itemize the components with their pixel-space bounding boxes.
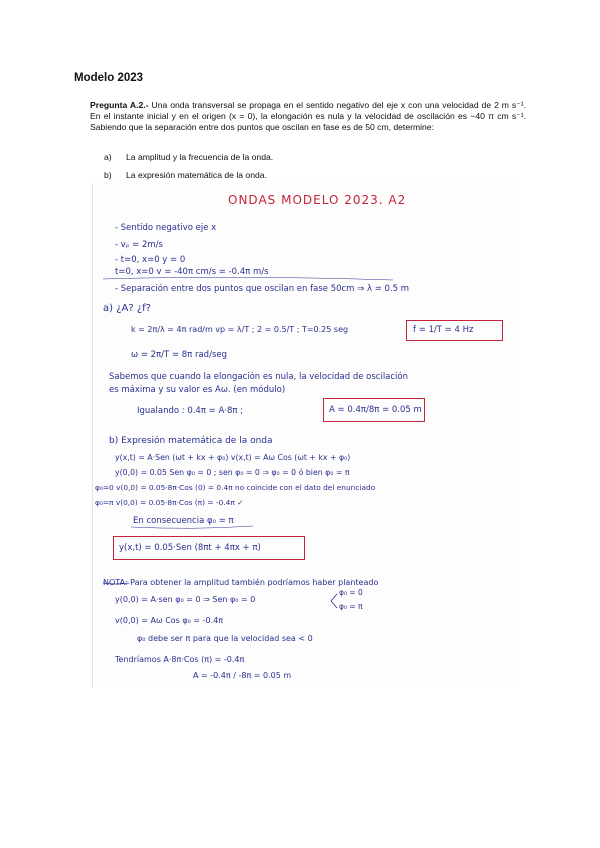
hw-line: y(x,t) = 0.05·Sen (8πt + 4πx + π) [119, 543, 261, 553]
hw-line: NOTA: Para obtener la amplitud también podríamos haber planteado [103, 578, 379, 587]
underline-mark [103, 583, 129, 584]
problem-label: Pregunta A.2.- [90, 100, 149, 110]
hw-line: φ₀ debe ser π para que la velocidad sea < 0 [137, 634, 313, 643]
hw-line: En consecuencia φ₀ = π [133, 516, 234, 526]
hw-line: f = 1/T = 4 Hz [413, 325, 474, 335]
hw-line: φ₀ = 0 [339, 588, 363, 597]
hw-line: y(x,t) = A·Sen (ωt + kx + φ₀) v(x,t) = Aω Cos (ωt + kx + φ₀) [115, 453, 351, 462]
hw-line: t=0, x=0 v = -40π cm/s = -0.4π m/s [115, 267, 269, 277]
brace-mark [331, 594, 337, 608]
hw-line: a) ¿A? ¿f? [103, 303, 151, 314]
page-title: Modelo 2023 [74, 72, 144, 84]
handwritten-solution-image [92, 183, 518, 688]
hw-line: φ₀ = π [339, 602, 363, 611]
hw-line: - Sentido negativo eje x [115, 223, 217, 233]
hw-line: φ₀=π v(0,0) = 0.05·8π·Cos (π) = -0.4π ✓ [95, 498, 244, 507]
underline-mark [103, 277, 393, 280]
handwritten-marks [93, 183, 518, 688]
hw-line: y(0,0) = A·sen φ₀ = 0 ⇒ Sen φ₀ = 0 [115, 595, 256, 604]
problem-statement [90, 100, 526, 133]
problem-items [104, 148, 273, 184]
hw-line: - Separación entre dos puntos que oscilan en fase 50cm ⇒ λ = 0.5 m [115, 284, 410, 294]
list-item: a) La amplitud y la frecuencia de la onda. [104, 152, 274, 162]
hw-line: A = 0.4π/8π = 0.05 m [329, 405, 422, 415]
hw-line: Sabemos que cuando la elongación es nula, la velocidad de oscilación [109, 372, 409, 382]
hw-line: v(0,0) = Aω Cos φ₀ = -0.4π [115, 616, 224, 625]
hw-line: ω = 2π/T = 8π rad/seg [131, 350, 227, 360]
hw-line: A = -0.4π / -8π = 0.05 m [193, 671, 292, 680]
hw-line: φ₀=0 v(0,0) = 0.05·8π·Cos (0) = 0.4π no coincide con el dato del enunciado [95, 483, 376, 492]
hw-line: b) Expresión matemática de la onda [109, 436, 273, 446]
list-item: b) La expresión matemática de la onda. [104, 170, 267, 180]
handwritten-title: ONDAS MODELO 2023. A2 [228, 193, 407, 207]
hw-line: Tendríamos A·8π·Cos (π) = -0.4π [115, 655, 245, 664]
underline-mark [131, 526, 253, 528]
hw-line: y(0,0) = 0.05 Sen φ₀ = 0 ; sen φ₀ = 0 ⇒ φ₀ = 0 ó bien φ₀ = π [115, 468, 350, 477]
hw-line: Igualando : 0.4π = A·8π ; [137, 406, 244, 416]
hw-line: k = 2π/λ = 4π rad/m vp = λ/T ; 2 = 0.5/T ; T=0.25 seg [131, 325, 349, 334]
hw-line: es máxima y su valor es Aω. (en módulo) [109, 385, 286, 395]
problem-text: Una onda transversal se propaga en el sentido negativo del eje x con una velocidad de 2 m s⁻¹. En el instante inicial y en el origen (x = 0), la elongación es nula y la velocidad de oscilación es −40 π cm s⁻¹. Sabiendo que la separación entre dos puntos que oscilan en fase es de 50 cm, determine: [90, 100, 527, 132]
hw-line: - t=0, x=0 y = 0 [115, 255, 186, 265]
hw-line: - vₚ = 2m/s [115, 240, 163, 250]
